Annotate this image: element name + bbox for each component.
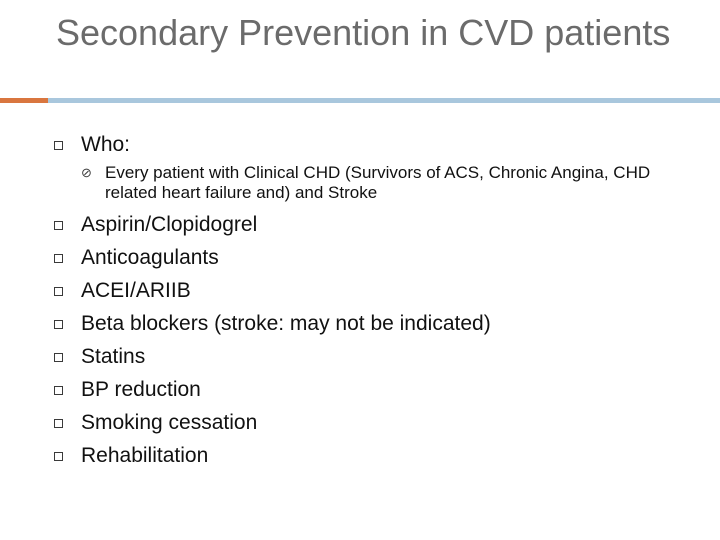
- square-bullet-icon: [54, 287, 63, 296]
- square-bullet-icon: [54, 254, 63, 263]
- list-item-text: Aspirin/Clopidogrel: [81, 213, 258, 236]
- square-bullet-icon: [54, 221, 63, 230]
- square-bullet-icon: [54, 141, 63, 150]
- list-item-text: Who:: [81, 133, 131, 156]
- square-bullet-icon: [54, 419, 63, 428]
- list-item-text: Rehabilitation: [81, 444, 209, 467]
- list-item-text: BP reduction: [81, 378, 201, 401]
- list-item-text: Beta blockers (stroke: may not be indicated): [81, 312, 491, 335]
- square-bullet-icon: [54, 386, 63, 395]
- list-item-text: Statins: [81, 345, 146, 368]
- compass-bullet-icon: ⊘: [81, 165, 92, 180]
- square-bullet-icon: [54, 353, 63, 362]
- list-item-text: Anticoagulants: [81, 246, 219, 269]
- square-bullet-icon: [54, 320, 63, 329]
- list-item-text: Smoking cessation: [81, 411, 258, 434]
- slide-title: Secondary Prevention in CVD patients: [56, 12, 671, 53]
- square-bullet-icon: [54, 452, 63, 461]
- list-item-text: ACEI/ARIIB: [81, 279, 191, 302]
- sub-list-item-text: Every patient with Clinical CHD (Survivors of ACS, Chronic Angina, CHD related heart failure and) and Stroke: [105, 163, 651, 202]
